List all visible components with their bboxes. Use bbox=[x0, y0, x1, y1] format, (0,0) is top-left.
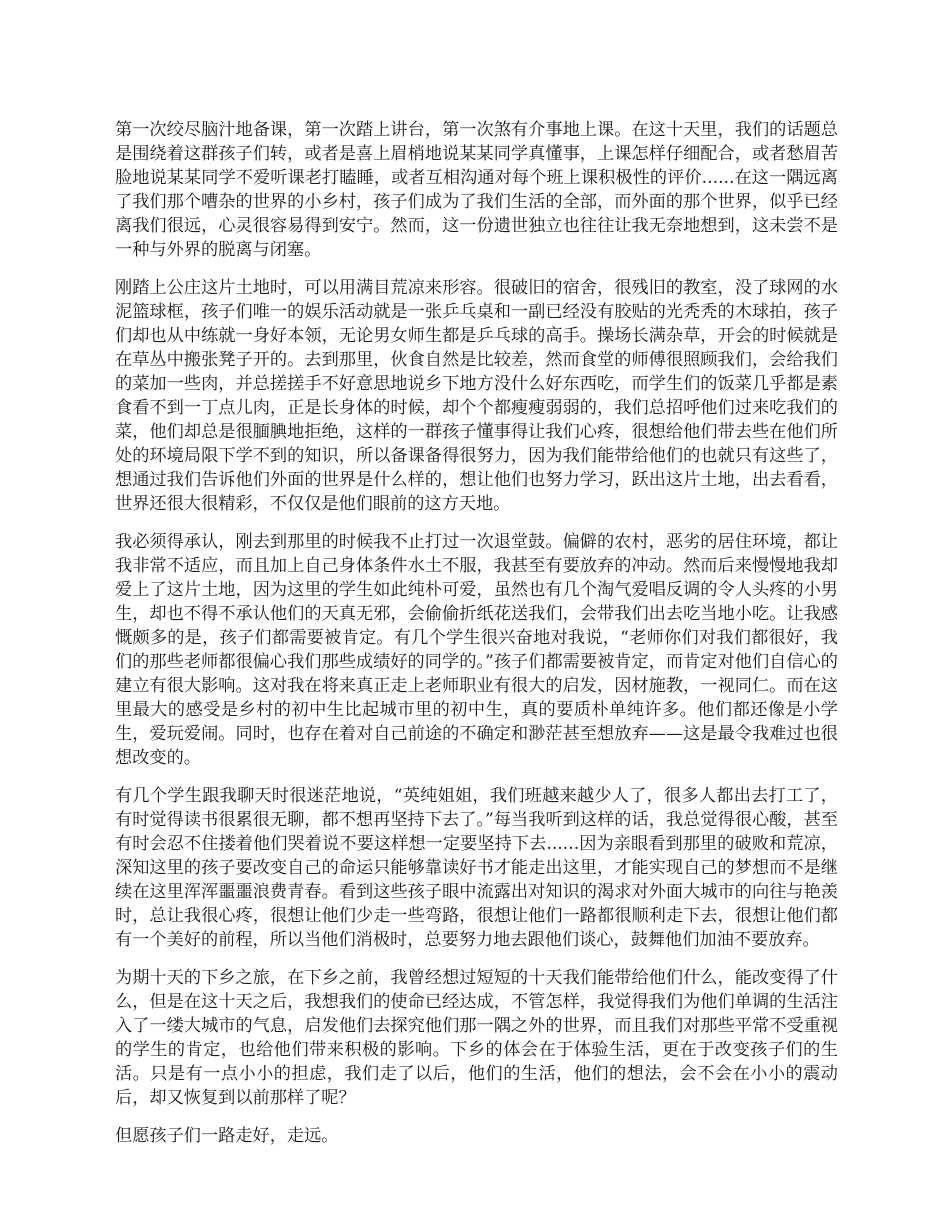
document-body bbox=[115, 118, 838, 1162]
paragraph: 刚踏上公庄这片土地时，可以用满目荒凉来形容。很破旧的宿舍，很残旧的教室，没了球网的水泥篮球框，孩子们唯一的娱乐活动就是一张乒乓桌和一副已经没有胶贴的光秃秃的木球拍，孩子们却也从中练就一身好本领，无论男女师生都是乒乓球的高手。操场长满杂草，开会的时候就是在草丛中搬张凳子开的。去到那里，伙食自然是比较差，然而食堂的师傅很照顾我们，会给我们的菜加一些肉，并总搓搓手不好意思地说乡下地方没什么好东西吃，而学生们的饭菜几乎都是素食看不到一丁点儿肉，正是长身体的时候，却个个都瘦瘦弱弱的，我们总招呼他们过来吃我们的菜，他们却总是很腼腆地拒绝，这样的一群孩子懂事得让我们心疼，很想给他们带去些在他们所处的环境局限下学不到的知识，所以备课备得很努力，因为我们能带给他们的也就只有这些了，想通过我们告诉他们外面的世界是什么样的，想让他们也努力学习，跃出这片土地，出去看看，世界还很大很精彩，不仅仅是他们眼前的这方天地。 bbox=[115, 278, 838, 514]
paragraph: 第一次绞尽脑汁地备课，第一次踏上讲台，第一次煞有介事地上课。在这十天里，我们的话题总是围绕着这群孩子们转，或者是喜上眉梢地说某某同学真懂事，上课怎样仔细配合，或者愁眉苦脸地说某某同学不爱听课老打瞌睡，或者互相沟通对每个班上课积极性的评价......在这一隅远离了我们那个嘈杂的世界的小乡村，孩子们成为了我们生活的全部，而外面的那个世界，似乎已经离我们很远，心灵很容易得到安宁。然而，这一份遗世独立也往往让我无奈地想到，这未尝不是一种与外界的脱离与闭塞。 bbox=[115, 120, 838, 260]
paragraph: 我必须得承认，刚去到那里的时候我不止打过一次退堂鼓。偏僻的农村，恶劣的居住环境，都让我非常不适应，而且加上自己身体条件水土不服，我甚至有要放弃的冲动。然而后来慢慢地我却爱上了这片土地，因为这里的学生如此纯朴可爱，虽然也有几个淘气爱唱反调的令人头疼的小男生，却也不得不承认他们的天真无邪，会偷偷折纸花送我们，会带我们出去吃当地小吃。让我感慨颇多的是，孩子们都需要被肯定。有几个学生很兴奋地对我说，“老师你们对我们都很好，我们的那些老师都很偏心我们那些成绩好的同学的。”孩子们都需要被肯定，而肯定对他们自信心的建立有很大影响。这对我在将来真正走上老师职业有很大的启发，因材施教，一视同仁。而在这里最大的感受是乡村的初中生比起城市里的初中生，真的要质朴单纯许多。他们都还像是小学生，爱玩爱闹。同时，也存在着对自己前途的不确定和渺茫甚至想放弃——这是最令我难过也很想改变的。 bbox=[115, 532, 838, 768]
paragraph: 为期十天的下乡之旅，在下乡之前，我曾经想过短短的十天我们能带给他们什么，能改变得了什么，但是在这十天之后，我想我们的使命已经达成，不管怎样，我觉得我们为他们单调的生活注入了一缕大城市的气息，启发他们去探究他们那一隅之外的世界，而且我们对那些平常不受重视的学生的肯定，也给他们带来积极的影响。下乡的体会在于体验生活，更在于改变孩子们的生活。只是有一点小小的担虑，我们走了以后，他们的生活，他们的想法，会不会在小小的震动后，却又恢复到以前那样了呢？ bbox=[115, 968, 838, 1108]
paragraph: 有几个学生跟我聊天时很迷茫地说，“英纯姐姐，我们班越来越少人了，很多人都出去打工了，有时觉得读书很累很无聊，都不想再坚持下去了。”每当我听到这样的话，我总觉得很心酸，甚至有时会忍不住搂着他们哭着说不要这样想一定要坚持下去......因为亲眼看到那里的破败和荒凉，深知这里的孩子要改变自己的命运只能够靠读好书才能走出这里，才能实现自己的梦想而不是继续在这里浑浑噩噩浪费青春。看到这些孩子眼中流露出对知识的渴求对外面大城市的向往与艳羡时，总让我很心疼，很想让他们少走一些弯路，很想让他们一路都很顺利走下去，很想让他们都有一个美好的前程，所以当他们消极时，总要努力地去跟他们谈心，鼓舞他们加油不要放弃。 bbox=[115, 786, 838, 950]
paragraph: 但愿孩子们一路走好，走远。 bbox=[115, 1126, 339, 1146]
